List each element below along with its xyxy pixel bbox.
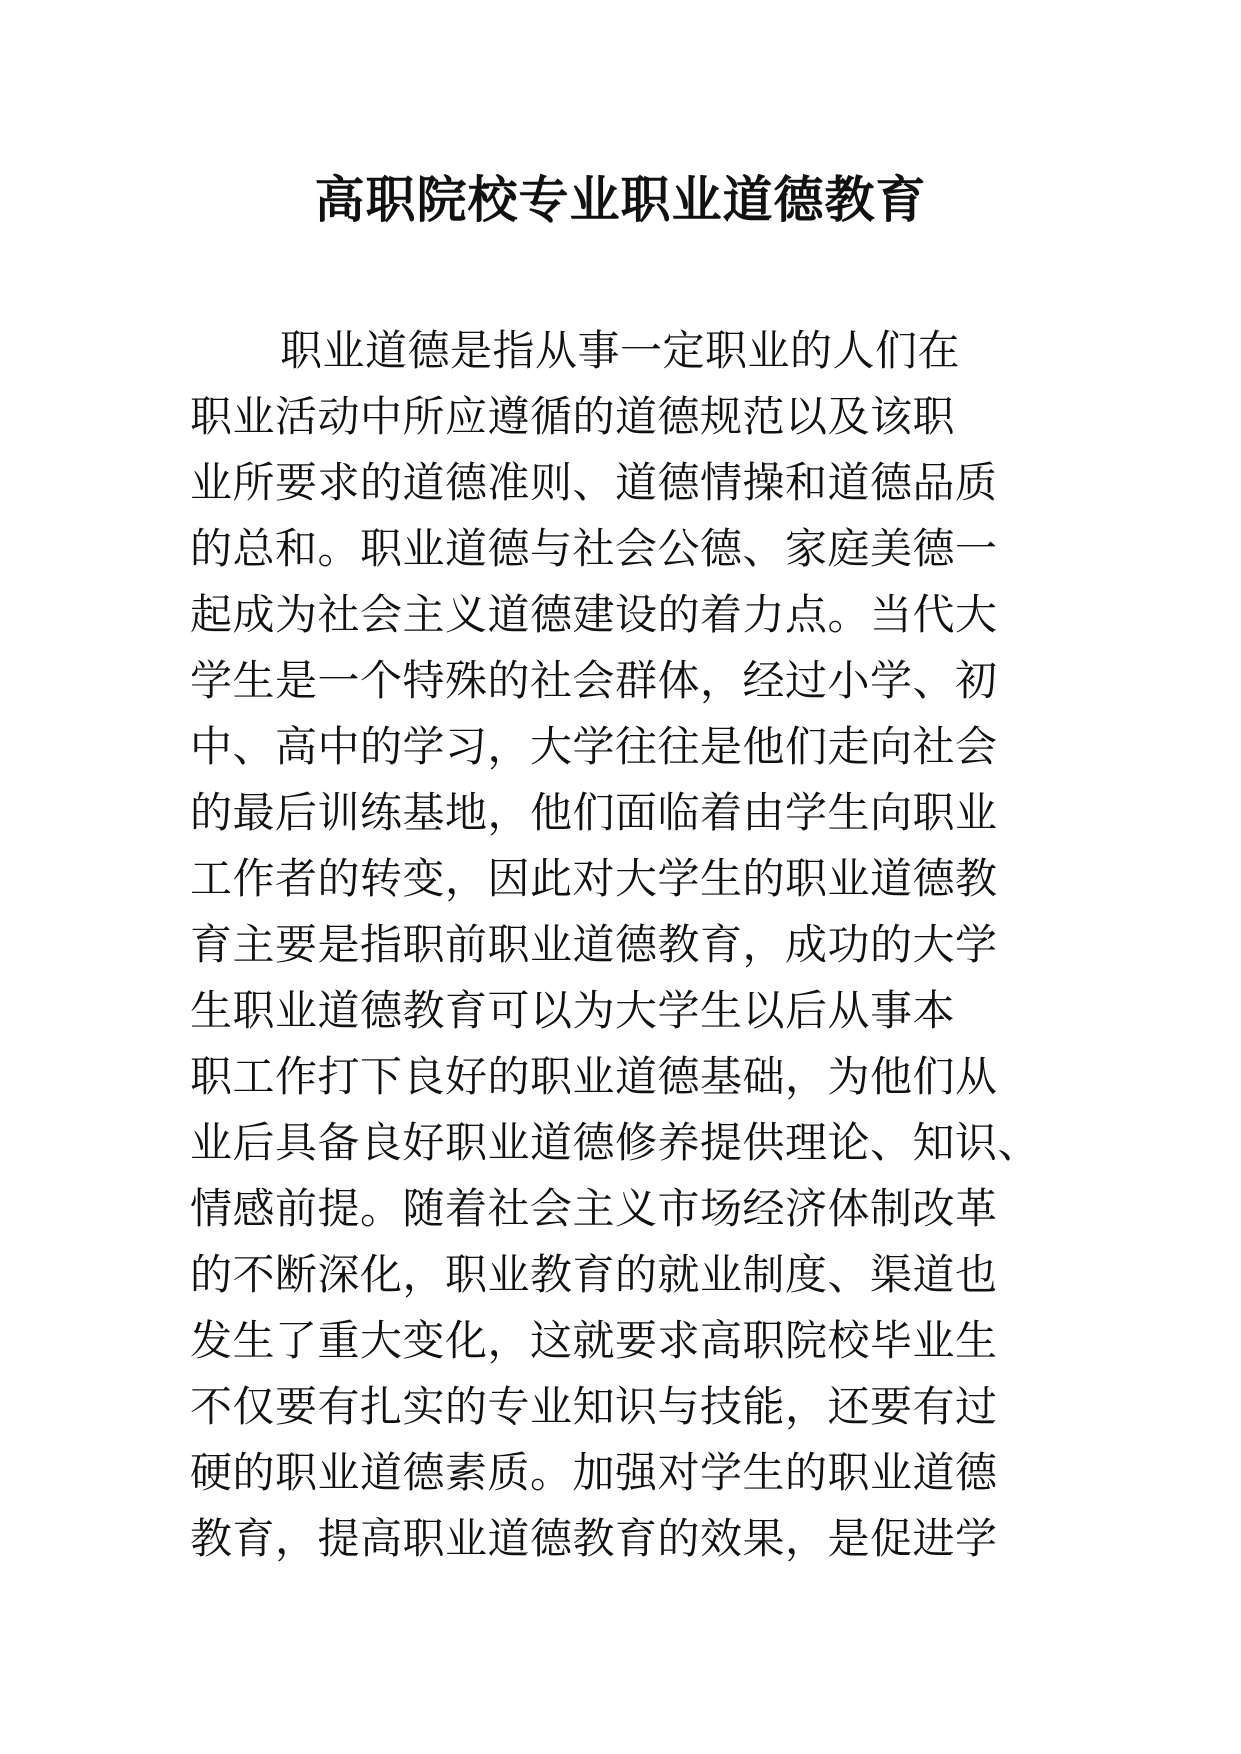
paragraph-line: 的总和。职业道德与社会公德、家庭美德一 (190, 524, 998, 573)
paragraph-line: 学生是一个特殊的社会群体，经过小学、初 (190, 656, 998, 705)
paragraph-line: 工作者的转变，因此对大学生的职业道德教 (190, 854, 998, 903)
paragraph-line: 的不断深化，职业教育的就业制度、渠道也 (190, 1250, 998, 1299)
paragraph-line: 业后具备良好职业道德修养提供理论、知识、 (190, 1118, 1041, 1167)
paragraph-line: 不仅要有扎实的专业知识与技能，还要有过 (190, 1382, 998, 1431)
paragraph-line: 业所要求的道德准则、道德情操和道德品质 (190, 458, 998, 507)
paragraph-line: 起成为社会主义道德建设的着力点。当代大 (190, 590, 998, 639)
paragraph-line: 硬的职业道德素质。加强对学生的职业道德 (190, 1448, 998, 1497)
paragraph-line: 职工作打下良好的职业道德基础，为他们从 (190, 1052, 998, 1101)
paragraph-line: 的最后训练基地，他们面临着由学生向职业 (190, 788, 998, 837)
document-title: 高职院校专业职业道德教育 (314, 170, 927, 229)
paragraph-line: 发生了重大变化，这就要求高职院校毕业生 (190, 1316, 998, 1365)
document-body (190, 318, 1060, 1572)
paragraph-line: 教育，提高职业道德教育的效果，是促进学 (190, 1514, 998, 1563)
paragraph-line: 情感前提。随着社会主义市场经济体制改革 (190, 1184, 998, 1233)
paragraph-line: 职业活动中所应遵循的道德规范以及该职 (190, 392, 956, 441)
paragraph-line: 职业道德是指从事一定职业的人们在 (280, 326, 961, 375)
paragraph-line: 中、高中的学习，大学往往是他们走向社会 (190, 722, 998, 771)
paragraph-line: 育主要是指职前职业道德教育，成功的大学 (190, 920, 998, 969)
paragraph-line: 生职业道德教育可以为大学生以后从事本 (190, 986, 956, 1035)
